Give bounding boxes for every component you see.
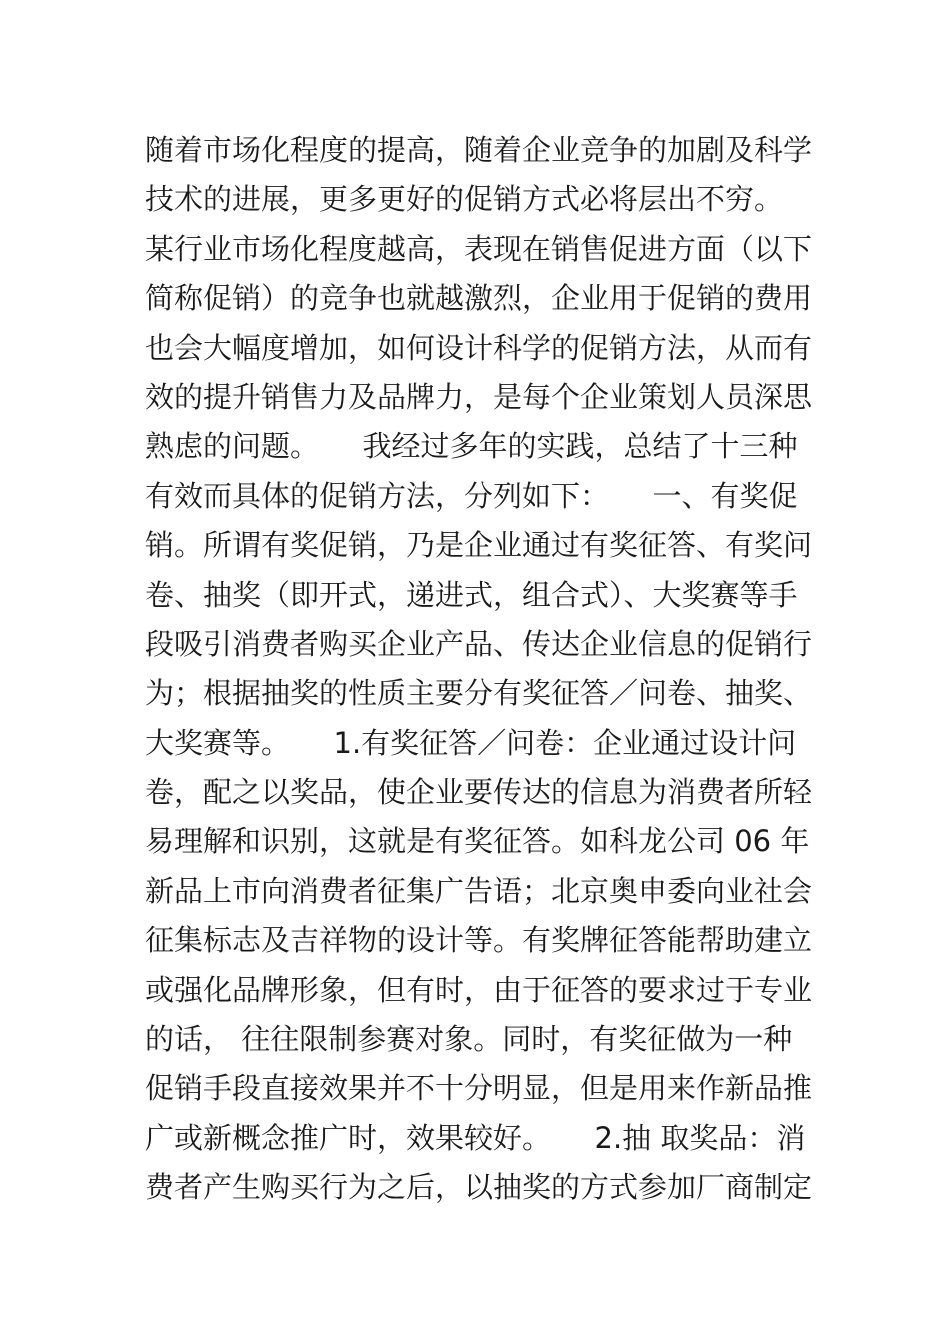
text-line: 征集标志及吉祥物的设计等。有奖牌征答能帮助建立 (145, 923, 813, 958)
text-line: 有效而具体的促销方法，分列如下： 一、有奖促 (145, 478, 798, 513)
text-line: 促销手段直接效果并不十分明显，但是用来作新品推 (145, 1071, 813, 1106)
text-line: 效的提升销售力及品牌力，是每个企业策划人员深思 (145, 379, 813, 414)
text-line: 易理解和识别，这就是有奖征答。如科龙公司 06 年 (145, 824, 810, 859)
text-line: 费者产生购买行为之后，以抽奖的方式参加厂商制定 (145, 1170, 813, 1205)
text-line: 或强化品牌形象，但有时，由于征答的要求过于专业 (145, 972, 813, 1007)
text-line: 随着市场化程度的提高，随着企业竞争的加剧及科学 (145, 133, 813, 167)
text-line: 的话， 往往限制参赛对象。同时，有奖征做为一种 (145, 1022, 793, 1057)
text-line: 熟虑的问题。 我经过多年的实践，总结了十三种 (145, 429, 798, 464)
text-line: 也会大幅度增加，如何设计科学的促销方法，从而有 (145, 330, 813, 365)
text-line: 段吸引消费者购买企业产品、传达企业信息的促销行 (145, 626, 813, 661)
text-line: 为；根据抽奖的性质主要分有奖征答／问卷、抽奖、 (145, 676, 813, 711)
text-line: 简称促销）的竞争也就越激烈，企业用于促销的费用 (145, 281, 813, 316)
body-text (145, 126, 825, 1213)
text-line: 大奖赛等。 1.有奖征答／问卷：企业通过设计问 (145, 725, 797, 760)
text-line: 卷，配之以奖品，使企业要传达的信息为消费者所轻 (145, 775, 813, 810)
text-line: 某行业市场化程度越高，表现在销售促进方面（以下 (145, 231, 813, 266)
text-line: 新品上市向消费者征集广告语；北京奥申委向业社会 (145, 873, 813, 908)
text-line: 卷、抽奖（即开式，递进式，组合式）、大奖赛等手 (145, 577, 798, 612)
text-line: 广或新概念推广时，效果较好。 2.抽 取奖品：消 (145, 1120, 806, 1155)
text-line: 技术的进展，更多更好的促销方式必将层出不穷。 (145, 182, 784, 217)
text-line: 销。所谓有奖促销，乃是企业通过有奖征答、有奖问 (145, 528, 813, 563)
